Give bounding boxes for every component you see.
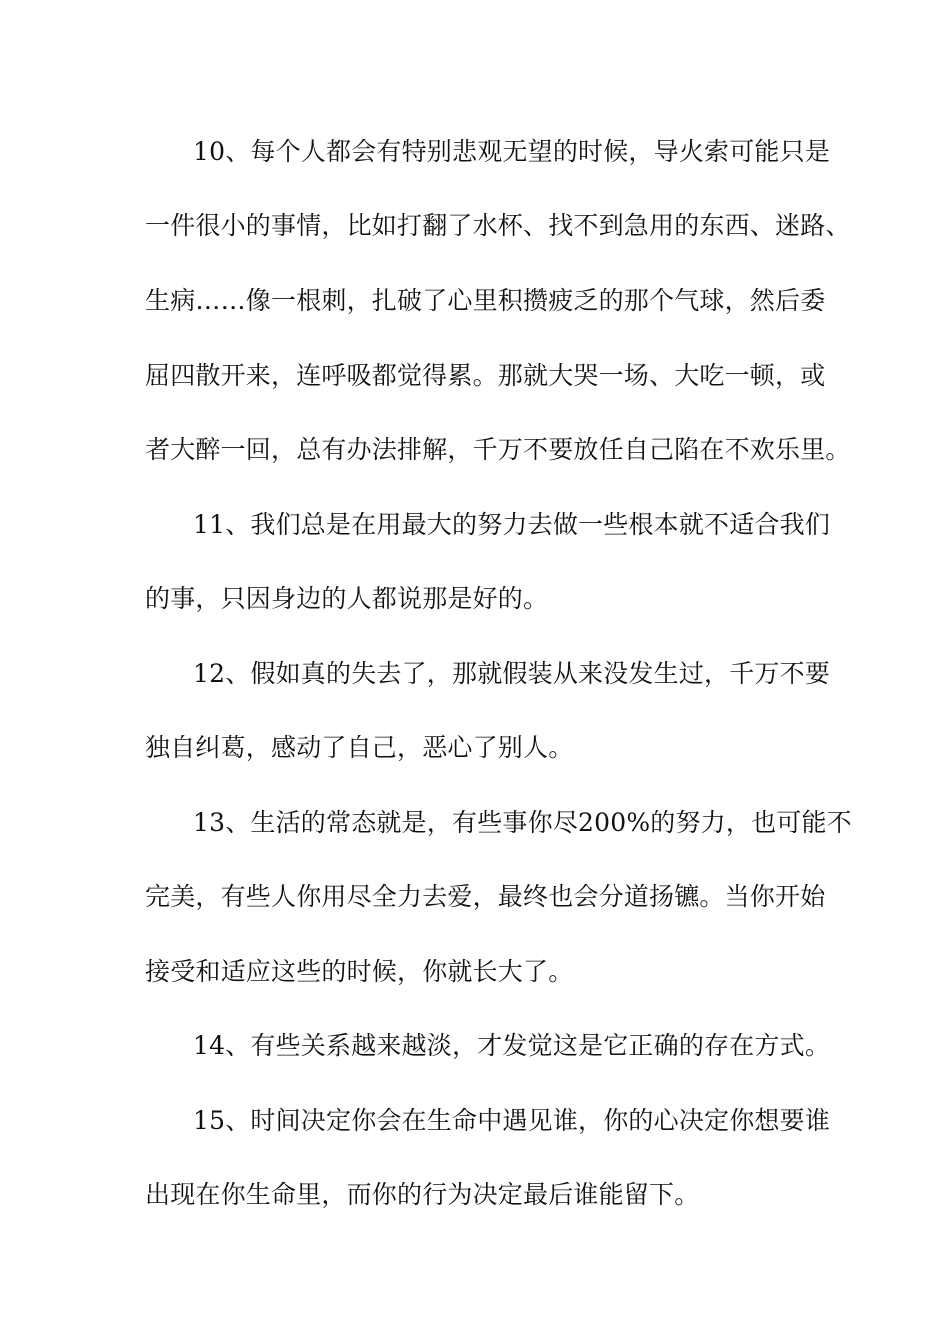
paragraph-line: 接受和适应这些的时候，你就长大了。 — [145, 957, 574, 986]
paragraph-line: 15、时间决定你会在生命中遇见谁，你的心决定你想要谁 — [193, 1106, 831, 1135]
paragraph-line: 出现在你生命里，而你的行为决定最后谁能留下。 — [145, 1180, 700, 1209]
paragraph-line: 11、我们总是在用最大的努力去做一些根本就不适合我们 — [193, 510, 831, 539]
paragraph-line: 一件很小的事情，比如打翻了水杯、找不到急用的东西、迷路、 — [145, 211, 851, 240]
paragraph-line: 者大醉一回，总有办法排解，千万不要放任自己陷在不欢乐里。 — [145, 435, 851, 464]
paragraph-line: 12、假如真的失去了，那就假装从来没发生过，千万不要 — [193, 659, 831, 688]
paragraph-line: 生病……像一根刺，扎破了心里积攒疲乏的那个气球，然后委 — [145, 286, 826, 315]
paragraph-line: 10、每个人都会有特别悲观无望的时候，导火索可能只是 — [193, 137, 831, 166]
paragraph-line: 14、有些关系越来越淡，才发觉这是它正确的存在方式。 — [193, 1031, 831, 1060]
paragraph-line: 屈四散开来，连呼吸都觉得累。那就大哭一场、大吃一顿，或 — [145, 361, 826, 390]
paragraph-line: 独自纠葛，感动了自己，恶心了别人。 — [145, 733, 574, 762]
paragraph-line: 的事，只因身边的人都说那是好的。 — [145, 584, 549, 613]
paragraph-line: 13、生活的常态就是，有些事你尽200%的努力，也可能不 — [193, 808, 852, 837]
paragraph-line: 完美，有些人你用尽全力去爱，最终也会分道扬镳。当你开始 — [145, 882, 826, 911]
